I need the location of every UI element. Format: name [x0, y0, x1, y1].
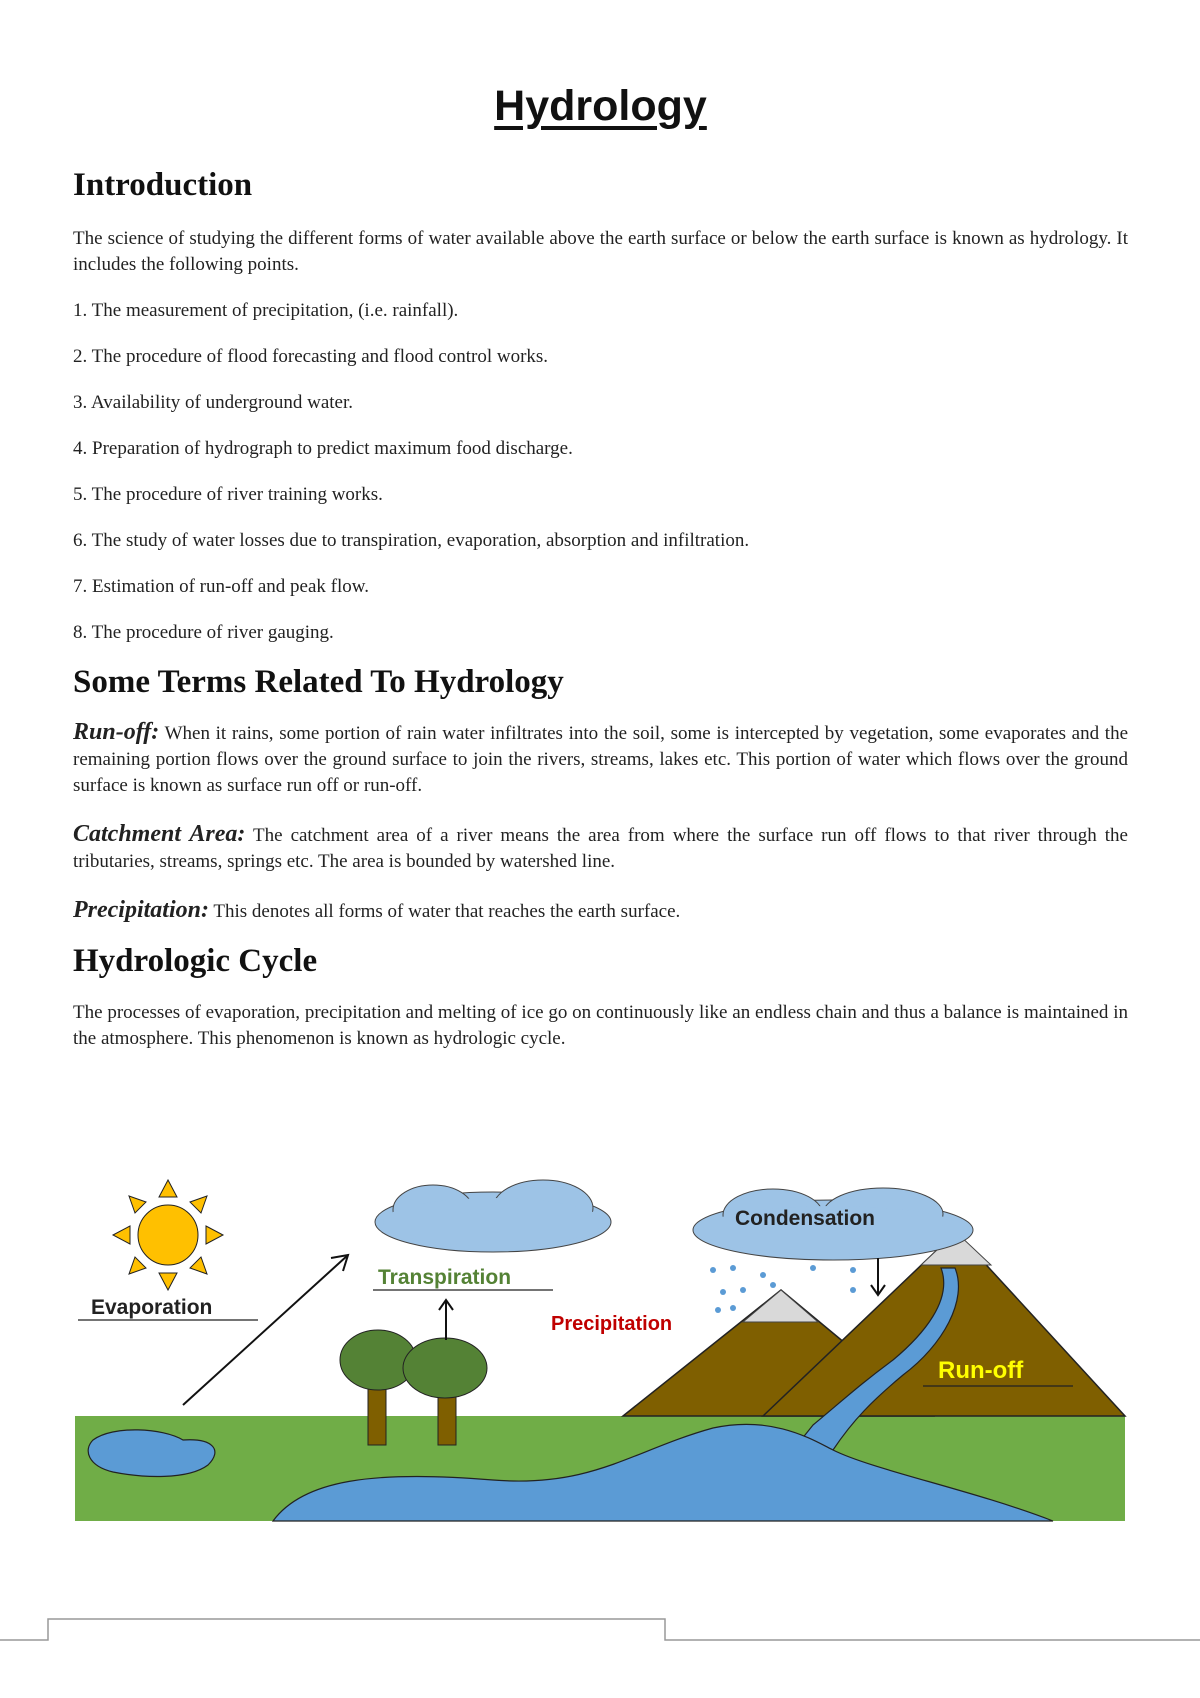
- term-definition: When it rains, some portion of rain water infiltrates into the soil, some is intercepted by vegetation, some evaporates and the remaining portion flows over the ground surface to join the rivers, streams, lakes etc. This portion of water which flows over the ground surface is known as surface run off or run-off.: [73, 723, 1128, 796]
- term-catchment-area: [73, 821, 1128, 875]
- list-item: 8. The procedure of river gauging.: [73, 622, 334, 643]
- term-runoff: [73, 719, 1128, 799]
- list-item: 1. The measurement of precipitation, (i.e. rainfall).: [73, 300, 459, 321]
- precipitation-label: Precipitation: [551, 1313, 673, 1335]
- condensation-label: Condensation: [735, 1207, 875, 1230]
- list-item: 4. Preparation of hydrograph to predict maximum food discharge.: [73, 438, 573, 459]
- list-item: 6. The study of water losses due to transpiration, evaporation, absorption and infiltration.: [73, 530, 750, 551]
- document-page: [73, 70, 1128, 1052]
- cycle-paragraph: The processes of evaporation, precipitation and melting of ice go on continuously like an endless chain and thus a balance is maintained in the atmosphere. This phenomenon is known as hydrologic cycle.: [73, 1002, 1128, 1049]
- term-definition: The catchment area of a river means the area from where the surface run off flows to that river through the tributaries, streams, springs etc. The area is bounded by watershed line.: [73, 825, 1128, 872]
- term-name: Run-off:: [73, 719, 160, 745]
- transpiration-label: Transpiration: [378, 1266, 512, 1289]
- small-mountain-snow: [743, 1290, 818, 1322]
- evaporation-label: Evaporation: [91, 1296, 213, 1319]
- evaporation-arrow: [183, 1255, 348, 1405]
- terms-heading: Some Terms Related To Hydrology: [73, 664, 564, 700]
- hydrologic-cycle-diagram: [73, 1150, 1133, 1530]
- runoff-label: Run-off: [938, 1357, 1024, 1384]
- term-precipitation: [73, 897, 1128, 925]
- introduction-heading: Introduction: [73, 167, 253, 203]
- footer-tab-border: [0, 1614, 1200, 1654]
- list-item: 7. Estimation of run-off and peak flow.: [73, 576, 370, 597]
- introduction-paragraph: The science of studying the different forms of water available above the earth surface or below the earth surface is known as hydrology. It includes the following points.: [73, 228, 1128, 275]
- list-item: 3. Availability of underground water.: [73, 392, 354, 413]
- list-item: 5. The procedure of river training works.: [73, 484, 383, 505]
- term-definition: This denotes all forms of water that reaches the earth surface.: [208, 901, 681, 922]
- list-item: 2. The procedure of flood forecasting and flood control works.: [73, 346, 549, 367]
- term-name: Catchment Area:: [73, 821, 246, 847]
- cloud-left: [375, 1180, 611, 1252]
- term-name: Precipitation:: [73, 897, 209, 923]
- cycle-heading: Hydrologic Cycle: [73, 943, 318, 979]
- page-title: Hydrology: [494, 82, 707, 130]
- sun-icon: [113, 1180, 223, 1290]
